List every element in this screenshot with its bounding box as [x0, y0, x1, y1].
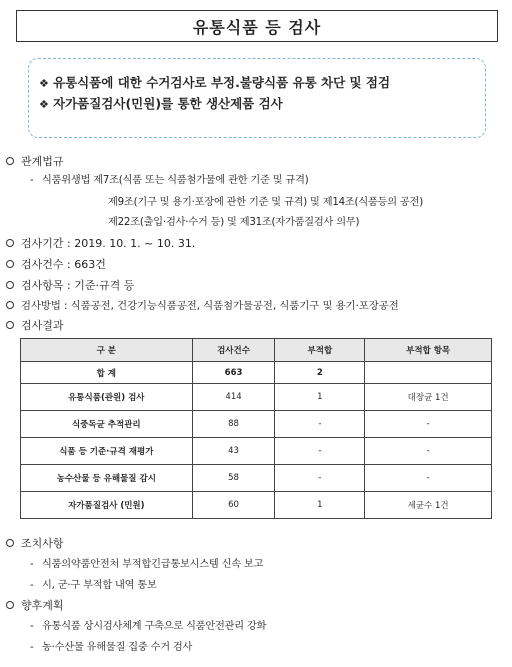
plan-line-1: - 유통식품 상시검사체계 구축으로 식품안전관리 강화 [30, 621, 267, 632]
table-header-row [21, 339, 492, 362]
law-line-1: - 식품위생법 제7조(식품 또는 식품첨가물에 관한 기준 및 규격) [30, 175, 309, 186]
table-total-row: 합 계 663 2 [21, 362, 492, 384]
section-plan: 향후계획 [6, 597, 64, 613]
circle-bullet-icon [6, 321, 14, 329]
circle-bullet-icon [6, 301, 14, 309]
circle-bullet-icon [6, 157, 14, 165]
header-count: 검사건수 [192, 339, 275, 362]
table-row: 식중독균 추적관리 88 - - [21, 411, 492, 438]
diamond-bullet-icon: ❖ [39, 77, 49, 90]
plan-line-2: - 농·수산물 유해물질 집중 수거 검사 [30, 642, 193, 653]
table-row: 식품 등 기준·규격 재평가 43 - - [21, 438, 492, 465]
summary-box [28, 58, 486, 138]
header-fail: 부적합 [275, 339, 365, 362]
law-line-3: 제22조(출입·검사·수거 등) 및 제31조(자가품질검사 의무) [108, 217, 360, 228]
section-law: 관계법규 [6, 153, 64, 169]
section-items: 검사항목 : 기준·규격 등 [6, 277, 134, 293]
section-method: 검사방법 : 식품공전, 건강기능식품공전, 식품첨가물공전, 식품기구 및 용기·포장공전 [6, 297, 399, 312]
summary-line-1: ❖ 유통식품에 대한 수거검사로 부정.불량식품 유통 차단 및 점검 [39, 73, 485, 94]
section-results: 검사결과 [6, 317, 64, 333]
table-row: 유통식품(관원) 검사 414 1 대장균 1건 [21, 384, 492, 411]
circle-bullet-icon [6, 601, 14, 609]
summary-line-2: ❖ 자가품질검사(민원)를 통한 생산제품 검사 [39, 94, 485, 115]
section-action: 조치사항 [6, 535, 64, 551]
diamond-bullet-icon: ❖ [39, 98, 49, 111]
action-line-2: - 시, 군·구 부적합 내역 통보 [30, 580, 157, 591]
table-row: 자가품질검사 (민원) 60 1 세균수 1건 [21, 492, 492, 519]
header-category: 구 분 [21, 339, 193, 362]
circle-bullet-icon [6, 539, 14, 547]
action-line-1: - 식품의약품안전처 부적합긴급통보시스템 신속 보고 [30, 559, 264, 570]
header-fail-items: 부적합 항목 [365, 339, 492, 362]
results-table [20, 338, 492, 519]
section-count: 검사건수 : 663건 [6, 256, 106, 272]
page-title: 유통식품 등 검사 [16, 10, 498, 42]
circle-bullet-icon [6, 281, 14, 289]
section-period: 검사기간 : 2019. 10. 1. ~ 10. 31. [6, 235, 195, 251]
law-line-2: 제9조(기구 및 용기·포장에 관한 기준 및 규격) 및 제14조(식품등의 공전) [108, 197, 423, 208]
circle-bullet-icon [6, 239, 14, 247]
table-row: 농수산물 등 유해물질 감시 58 - - [21, 465, 492, 492]
circle-bullet-icon [6, 260, 14, 268]
